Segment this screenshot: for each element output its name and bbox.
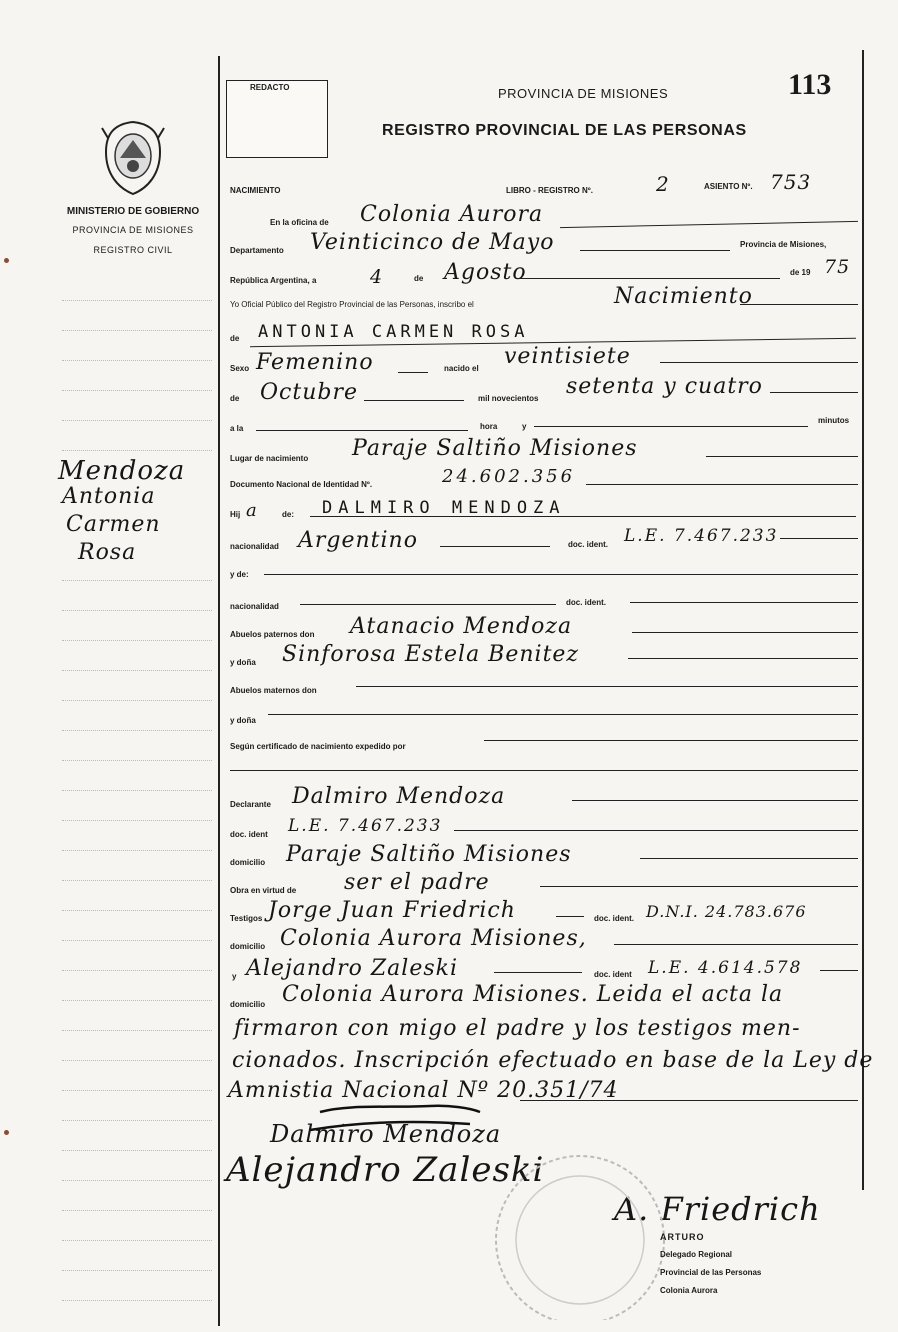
domicilio-value: Paraje Saltiño Misiones bbox=[286, 842, 572, 867]
segun-rule bbox=[484, 740, 858, 741]
testigo1-dom-rule bbox=[614, 944, 858, 945]
sexo-label: Sexo bbox=[230, 364, 250, 373]
year-label: de 19 bbox=[790, 268, 811, 277]
mes-nac-value: Octubre bbox=[260, 380, 358, 405]
month-rule bbox=[520, 278, 780, 279]
doc-ident2-label: doc. ident. bbox=[566, 598, 606, 607]
month-value: Agosto bbox=[444, 260, 527, 285]
nacionalidad-value: Argentino bbox=[298, 528, 418, 553]
nombre-label: de bbox=[230, 334, 240, 343]
continuation-line: Amnistia Nacional Nº 20.351/74 bbox=[228, 1078, 619, 1103]
padre-value: DALMIRO MENDOZA bbox=[322, 498, 566, 518]
signature-alejandro: Alejandro Zaleski bbox=[226, 1150, 545, 1190]
province-title: PROVINCIA DE MISIONES bbox=[498, 86, 669, 101]
hora-label: hora bbox=[480, 422, 498, 431]
mes-nac-rule bbox=[364, 400, 464, 401]
nacido-value: veintisiete bbox=[504, 344, 631, 369]
abuelo-pat-value: Atanacio Mendoza bbox=[350, 614, 573, 639]
testigo1-value: Jorge Juan Friedrich bbox=[268, 898, 516, 923]
anio-nac-value: setenta y cuatro bbox=[566, 374, 763, 399]
documento-value: 24.602.356 bbox=[442, 466, 576, 487]
domicilio2-label: domicilio bbox=[230, 942, 266, 951]
margin-note-line: Mendoza bbox=[58, 456, 186, 486]
padre-doc-value: L.E. 7.467.233 bbox=[624, 526, 779, 546]
ydona2-label: y doña bbox=[230, 716, 256, 725]
declarante-doc-rule bbox=[454, 830, 858, 831]
declarante-doc-value: L.E. 7.467.233 bbox=[288, 816, 443, 836]
margin-note-line: Rosa bbox=[78, 540, 137, 565]
nombre-value: ANTONIA CARMEN ROSA bbox=[258, 322, 529, 342]
provincia-label: Provincia de Misiones, bbox=[740, 240, 827, 249]
domicilio-rule bbox=[640, 858, 858, 859]
domicilio-label: domicilio bbox=[230, 858, 266, 867]
segun-label: Según certificado de nacimiento expedido por bbox=[230, 742, 406, 751]
testigo2-rule bbox=[494, 972, 582, 973]
ydona2-rule bbox=[268, 714, 858, 715]
mil-label: mil novecientos bbox=[478, 394, 539, 403]
nacido-label: nacido el bbox=[444, 364, 479, 373]
registry-title: REGISTRO PROVINCIAL DE LAS PERSONAS bbox=[382, 122, 747, 139]
continuation-line: cionados. Inscripción efectuado en base de la Ley de bbox=[232, 1048, 874, 1073]
coat-of-arms-seal bbox=[100, 118, 166, 198]
yde-label: y de: bbox=[230, 570, 249, 579]
ministry-label: MINISTERIO DE GOBIERNO bbox=[66, 206, 200, 217]
ydona-label: y doña bbox=[230, 658, 256, 667]
continuation-line: firmaron con migo el padre y los testigos men- bbox=[234, 1016, 801, 1041]
nacionalidad2-label: nacionalidad bbox=[230, 602, 279, 611]
padre-doc-rule bbox=[780, 538, 858, 539]
testigo1-rule bbox=[556, 916, 584, 917]
lugar-label: Lugar de nacimiento bbox=[230, 454, 309, 463]
binding-hole-2 bbox=[4, 1130, 9, 1135]
signature-dalmiro: Dalmiro Mendoza bbox=[270, 1120, 502, 1148]
abuelo-pat-rule bbox=[632, 632, 858, 633]
year-value: 75 bbox=[824, 256, 851, 278]
oficina-value: Colonia Aurora bbox=[360, 202, 544, 227]
doc-ident-label: doc. ident. bbox=[568, 540, 608, 549]
minutos-label: minutos bbox=[818, 416, 850, 425]
testigo2-doc-rule bbox=[820, 970, 858, 971]
nacido-rule bbox=[660, 362, 858, 363]
hijo-label: Hij bbox=[230, 510, 241, 519]
testigos-label: Testigos bbox=[230, 914, 263, 923]
abuelos-mat-label: Abuelos maternos don bbox=[230, 686, 317, 695]
oficina-rule bbox=[560, 221, 858, 228]
asiento-value: 753 bbox=[770, 170, 812, 194]
sexo-rule bbox=[398, 372, 428, 373]
redacto-label: REDACTO bbox=[250, 83, 290, 92]
civil-registry-label: REGISTRO CIVIL bbox=[93, 245, 173, 255]
declarante-label: Declarante bbox=[230, 800, 271, 809]
record-type-label: NACIMIENTO bbox=[230, 186, 281, 195]
abuela-pat-rule bbox=[628, 658, 858, 659]
testigo2-doc-value: L.E. 4.614.578 bbox=[648, 958, 803, 978]
signature-friedrich: A. Friedrich bbox=[614, 1190, 821, 1228]
oficial-value: Nacimiento bbox=[614, 284, 753, 309]
y-label: y bbox=[522, 422, 527, 431]
asiento-label: ASIENTO Nº. bbox=[704, 182, 753, 191]
stamp-line: Delegado Regional bbox=[660, 1250, 733, 1259]
ala-rule bbox=[256, 430, 468, 431]
documento-label: Documento Nacional de Identidad Nº. bbox=[230, 480, 373, 489]
yde-rule bbox=[264, 574, 858, 575]
abuelos-pat-label: Abuelos paternos don bbox=[230, 630, 315, 639]
hijo-de-label: de: bbox=[282, 510, 294, 519]
testigo1-dom-value: Colonia Aurora Misiones, bbox=[280, 926, 587, 951]
libro-label: LIBRO - REGISTRO Nº. bbox=[506, 186, 593, 195]
province-label: PROVINCIA DE MISIONES bbox=[72, 225, 194, 235]
hora-rule bbox=[534, 426, 808, 427]
abuelos-mat-rule bbox=[356, 686, 858, 687]
binding-hole-1 bbox=[4, 258, 9, 263]
doc-ident3-label: doc. ident bbox=[230, 830, 268, 839]
departamento-label: Departamento bbox=[230, 246, 284, 255]
doc-ident5-label: doc. ident bbox=[594, 970, 632, 979]
documento-rule bbox=[586, 484, 858, 485]
declarante-rule bbox=[572, 800, 858, 801]
oficina-label: En la oficina de bbox=[270, 218, 329, 227]
stamp-line: Colonia Aurora bbox=[660, 1286, 718, 1295]
de-label: de bbox=[414, 274, 424, 283]
obra-value: ser el padre bbox=[344, 870, 490, 895]
doc-ident2-rule bbox=[630, 602, 858, 603]
domicilio3-label: domicilio bbox=[230, 1000, 266, 1009]
stamp-line: Provincial de las Personas bbox=[660, 1268, 762, 1277]
left-margin-line bbox=[218, 56, 220, 1326]
lugar-value: Paraje Saltiño Misiones bbox=[352, 436, 638, 461]
sexo-value: Femenino bbox=[256, 350, 374, 375]
day-value: 4 bbox=[370, 266, 384, 288]
stamp-name: ARTURO bbox=[660, 1232, 705, 1242]
republica-label: República Argentina, a bbox=[230, 276, 317, 285]
nacionalidad2-rule bbox=[300, 604, 556, 605]
lugar-rule bbox=[706, 456, 858, 457]
declarante-value: Dalmiro Mendoza bbox=[292, 784, 506, 809]
testigo1-doc-value: D.N.I. 24.783.676 bbox=[646, 902, 807, 921]
hijo-suffix: a bbox=[246, 500, 258, 521]
libro-value: 2 bbox=[656, 172, 670, 196]
margin-note-line: Antonia bbox=[62, 484, 156, 509]
oficial-label: Yo Oficial Público del Registro Provincial de las Personas, inscribo el bbox=[230, 300, 474, 309]
de2-label: de bbox=[230, 394, 240, 403]
abuela-pat-value: Sinforosa Estela Benitez bbox=[282, 642, 580, 667]
blank-rule bbox=[230, 770, 858, 771]
padre-rule bbox=[310, 516, 856, 517]
official-seal bbox=[470, 1140, 690, 1320]
margin-note-line: Carmen bbox=[66, 512, 161, 537]
ala-label: a la bbox=[230, 424, 244, 433]
nacionalidad-rule bbox=[440, 546, 550, 547]
obra-rule bbox=[540, 886, 858, 887]
right-margin-line bbox=[862, 50, 864, 1190]
oficial-rule bbox=[740, 304, 858, 305]
doc-ident4-label: doc. ident. bbox=[594, 914, 634, 923]
nacionalidad-label: nacionalidad bbox=[230, 542, 279, 551]
testigo2-value: Alejandro Zaleski bbox=[246, 956, 459, 981]
continuation-rule bbox=[520, 1100, 858, 1101]
departamento-rule bbox=[580, 250, 730, 251]
obra-label: Obra en virtud de bbox=[230, 886, 297, 895]
departamento-value: Veinticinco de Mayo bbox=[310, 230, 555, 255]
testigo2-dom-value: Colonia Aurora Misiones. Leida el acta la bbox=[282, 982, 784, 1007]
page-number: 113 bbox=[788, 68, 832, 101]
y2-label: y bbox=[232, 972, 237, 981]
anio-nac-rule bbox=[770, 392, 858, 393]
